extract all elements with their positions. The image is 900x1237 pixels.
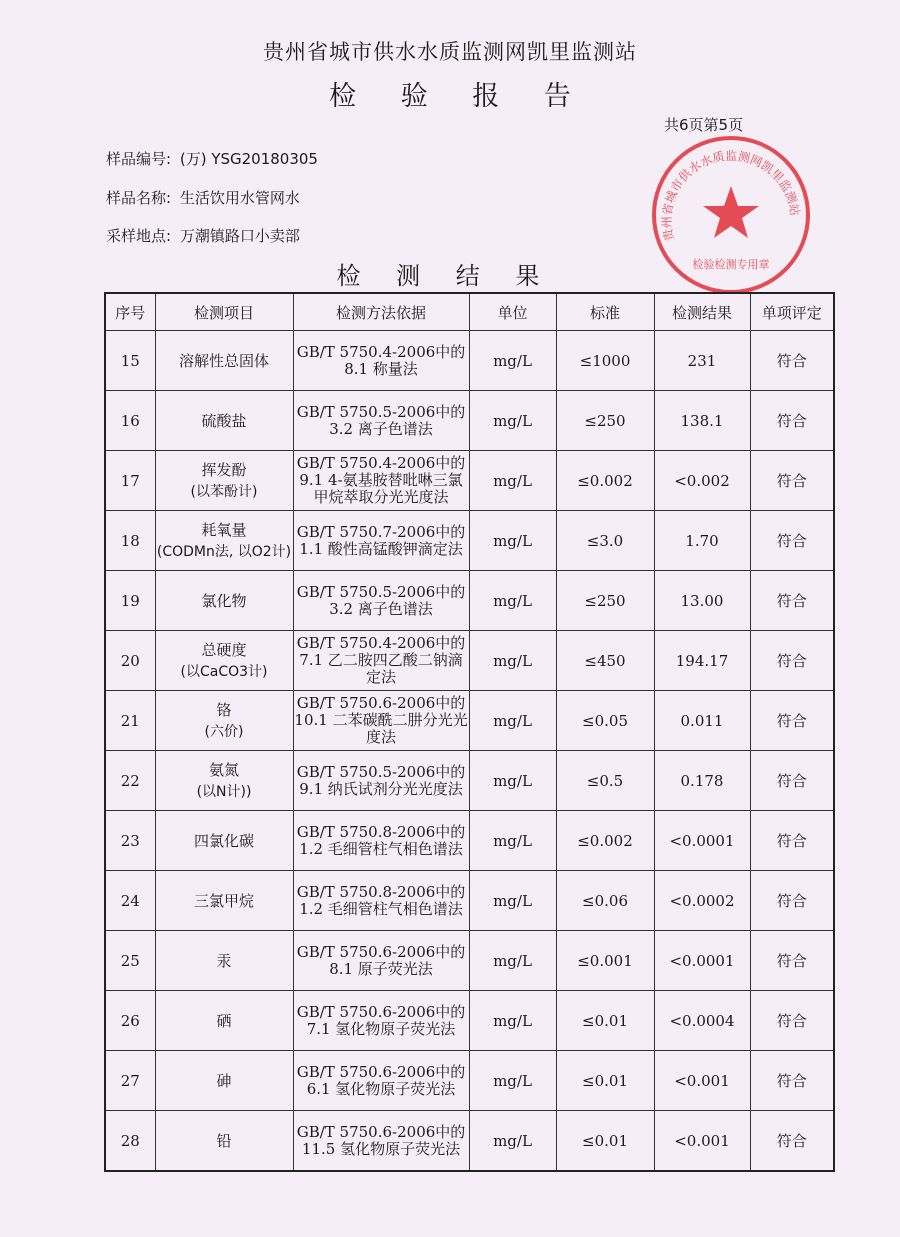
cell-verdict: 符合 [750, 691, 834, 751]
table-row [105, 391, 834, 451]
item-note: (六价) [204, 723, 244, 740]
table-header-row [105, 293, 834, 331]
cell-item [155, 1051, 293, 1111]
cell-verdict: 符合 [750, 631, 834, 691]
cell-item [155, 931, 293, 991]
results-table [104, 292, 835, 1172]
cell-verdict: 符合 [750, 931, 834, 991]
cell-standard: ≤0.05 [556, 691, 654, 751]
cell-standard: ≤0.01 [556, 991, 654, 1051]
table-row [105, 511, 834, 571]
item-name: 硒 [216, 1011, 232, 1030]
cell-verdict: 符合 [750, 871, 834, 931]
cell-verdict: 符合 [750, 811, 834, 871]
item-name: 铅 [216, 1131, 232, 1150]
cell-unit: mg/L [469, 451, 556, 511]
cell-result: 13.00 [654, 571, 750, 631]
cell-unit: mg/L [469, 1111, 556, 1172]
cell-no: 19 [105, 571, 155, 631]
item-name: 四氯化碳 [193, 831, 254, 850]
item-name: 氯化物 [201, 591, 247, 610]
cell-result: 194.17 [654, 631, 750, 691]
cell-no: 17 [105, 451, 155, 511]
table-row [105, 1111, 834, 1172]
sampling-location-row [106, 225, 300, 246]
cell-result: 0.178 [654, 751, 750, 811]
item-name: 氨氮 [208, 760, 239, 779]
table-row [105, 331, 834, 391]
sampling-location-label: 采样地点: [106, 227, 172, 245]
cell-unit: mg/L [469, 511, 556, 571]
cell-standard: ≤3.0 [556, 511, 654, 571]
item-name: 铬 [216, 700, 232, 719]
cell-result: <0.002 [654, 451, 750, 511]
cell-result: 1.70 [654, 511, 750, 571]
cell-unit: mg/L [469, 871, 556, 931]
cell-standard: ≤0.01 [556, 1111, 654, 1172]
cell-item [155, 451, 293, 511]
cell-verdict: 符合 [750, 511, 834, 571]
table-row [105, 751, 834, 811]
cell-method: GB/T 5750.6-2006中的10.1 二苯碳酰二肼分光光度法 [293, 691, 469, 751]
cell-standard: ≤0.001 [556, 931, 654, 991]
cell-unit: mg/L [469, 391, 556, 451]
cell-method: GB/T 5750.5-2006中的9.1 纳氏试剂分光光度法 [293, 751, 469, 811]
cell-verdict: 符合 [750, 331, 834, 391]
cell-unit: mg/L [469, 811, 556, 871]
cell-standard: ≤0.06 [556, 871, 654, 931]
cell-method: GB/T 5750.4-2006中的7.1 乙二胺四乙酸二钠滴定法 [293, 631, 469, 691]
cell-verdict: 符合 [750, 1051, 834, 1111]
cell-unit: mg/L [469, 331, 556, 391]
cell-no: 23 [105, 811, 155, 871]
col-header-result: 检测结果 [654, 293, 750, 331]
cell-no: 18 [105, 511, 155, 571]
col-header-unit: 单位 [469, 293, 556, 331]
sample-name-label: 样品名称: [106, 189, 172, 207]
cell-unit: mg/L [469, 1051, 556, 1111]
item-note: (CODMn法, 以O2计) [156, 543, 292, 560]
cell-verdict: 符合 [750, 991, 834, 1051]
sample-name-value: 生活饮用水管网水 [179, 189, 300, 207]
cell-item [155, 511, 293, 571]
cell-standard: ≤0.002 [556, 811, 654, 871]
cell-method: GB/T 5750.6-2006中的7.1 氢化物原子荧光法 [293, 991, 469, 1051]
table-row [105, 871, 834, 931]
cell-result: <0.0001 [654, 811, 750, 871]
cell-item [155, 331, 293, 391]
item-name: 耗氧量 [201, 520, 247, 539]
cell-item [155, 691, 293, 751]
cell-standard: ≤0.002 [556, 451, 654, 511]
table-row [105, 691, 834, 751]
cell-method: GB/T 5750.5-2006中的3.2 离子色谱法 [293, 391, 469, 451]
col-header-method: 检测方法依据 [293, 293, 469, 331]
sample-number-value: (万) YSG20180305 [179, 150, 318, 168]
cell-result: <0.0001 [654, 931, 750, 991]
sample-number-row [106, 148, 318, 169]
table-row [105, 991, 834, 1051]
cell-item [155, 571, 293, 631]
table-row [105, 931, 834, 991]
cell-unit: mg/L [469, 991, 556, 1051]
cell-no: 15 [105, 331, 155, 391]
table-row [105, 571, 834, 631]
cell-verdict: 符合 [750, 451, 834, 511]
item-name: 汞 [216, 951, 232, 970]
cell-verdict: 符合 [750, 751, 834, 811]
cell-no: 21 [105, 691, 155, 751]
seal-star-icon [703, 186, 759, 238]
cell-verdict: 符合 [750, 571, 834, 631]
svg-text:检验检测专用章: 检验检测专用章 [692, 258, 770, 271]
table-row [105, 631, 834, 691]
cell-verdict: 符合 [750, 391, 834, 451]
cell-item [155, 871, 293, 931]
cell-standard: ≤250 [556, 571, 654, 631]
cell-method: GB/T 5750.6-2006中的6.1 氢化物原子荧光法 [293, 1051, 469, 1111]
item-note: (以CaCO3计) [180, 663, 268, 680]
cell-standard: ≤1000 [556, 331, 654, 391]
item-name: 砷 [216, 1071, 232, 1090]
cell-method: GB/T 5750.4-2006中的8.1 称量法 [293, 331, 469, 391]
organization-title: 贵州省城市供水水质监测网凯里监测站 [263, 40, 637, 64]
cell-no: 22 [105, 751, 155, 811]
cell-result: <0.001 [654, 1111, 750, 1172]
cell-unit: mg/L [469, 571, 556, 631]
cell-result: <0.0004 [654, 991, 750, 1051]
cell-result: <0.001 [654, 1051, 750, 1111]
item-note: (以苯酚计) [190, 483, 258, 500]
cell-item [155, 751, 293, 811]
cell-method: GB/T 5750.4-2006中的9.1 4-氨基胺替吡啉三氯甲烷萃取分光光度法 [293, 451, 469, 511]
cell-no: 20 [105, 631, 155, 691]
item-name: 硫酸盐 [201, 411, 247, 430]
col-header-verdict: 单项评定 [750, 293, 834, 331]
sample-name-row [106, 187, 300, 208]
page-number: 共6页第5页 [664, 116, 744, 134]
cell-result: 138.1 [654, 391, 750, 451]
table-row [105, 811, 834, 871]
cell-no: 27 [105, 1051, 155, 1111]
cell-item [155, 1111, 293, 1172]
col-header-item: 检测项目 [155, 293, 293, 331]
item-name: 三氯甲烷 [193, 891, 254, 910]
item-name: 总硬度 [201, 640, 247, 659]
item-note: (以N计)) [196, 783, 252, 800]
section-title: 检 测 结 果 [336, 262, 554, 290]
cell-standard: ≤250 [556, 391, 654, 451]
cell-unit: mg/L [469, 691, 556, 751]
cell-no: 24 [105, 871, 155, 931]
sampling-location-value: 万潮镇路口小卖部 [179, 227, 300, 245]
cell-standard: ≤450 [556, 631, 654, 691]
table-row [105, 451, 834, 511]
cell-item [155, 991, 293, 1051]
cell-item [155, 391, 293, 451]
cell-no: 16 [105, 391, 155, 451]
cell-item [155, 811, 293, 871]
document-title: 检 验 报 告 [329, 81, 589, 112]
cell-method: GB/T 5750.6-2006中的11.5 氢化物原子荧光法 [293, 1111, 469, 1172]
sample-number-label: 样品编号: [106, 150, 172, 168]
col-header-no: 序号 [105, 293, 155, 331]
cell-verdict: 符合 [750, 1111, 834, 1172]
cell-method: GB/T 5750.5-2006中的3.2 离子色谱法 [293, 571, 469, 631]
cell-method: GB/T 5750.6-2006中的8.1 原子荧光法 [293, 931, 469, 991]
cell-no: 25 [105, 931, 155, 991]
cell-standard: ≤0.5 [556, 751, 654, 811]
cell-unit: mg/L [469, 751, 556, 811]
cell-no: 26 [105, 991, 155, 1051]
cell-result: <0.0002 [654, 871, 750, 931]
cell-result: 231 [654, 331, 750, 391]
cell-result: 0.011 [654, 691, 750, 751]
cell-method: GB/T 5750.7-2006中的1.1 酸性高锰酸钾滴定法 [293, 511, 469, 571]
cell-unit: mg/L [469, 931, 556, 991]
col-header-standard: 标准 [556, 293, 654, 331]
table-row [105, 1051, 834, 1111]
item-name: 溶解性总固体 [178, 351, 269, 370]
cell-unit: mg/L [469, 631, 556, 691]
cell-item [155, 631, 293, 691]
cell-method: GB/T 5750.8-2006中的1.2 毛细管柱气相色谱法 [293, 811, 469, 871]
cell-standard: ≤0.01 [556, 1051, 654, 1111]
cell-no: 28 [105, 1111, 155, 1172]
cell-method: GB/T 5750.8-2006中的1.2 毛细管柱气相色谱法 [293, 871, 469, 931]
svg-text:贵州省城市供水水质监测网凯里监测站: 贵州省城市供水水质监测网凯里监测站 [659, 149, 803, 243]
item-name: 挥发酚 [201, 460, 247, 479]
